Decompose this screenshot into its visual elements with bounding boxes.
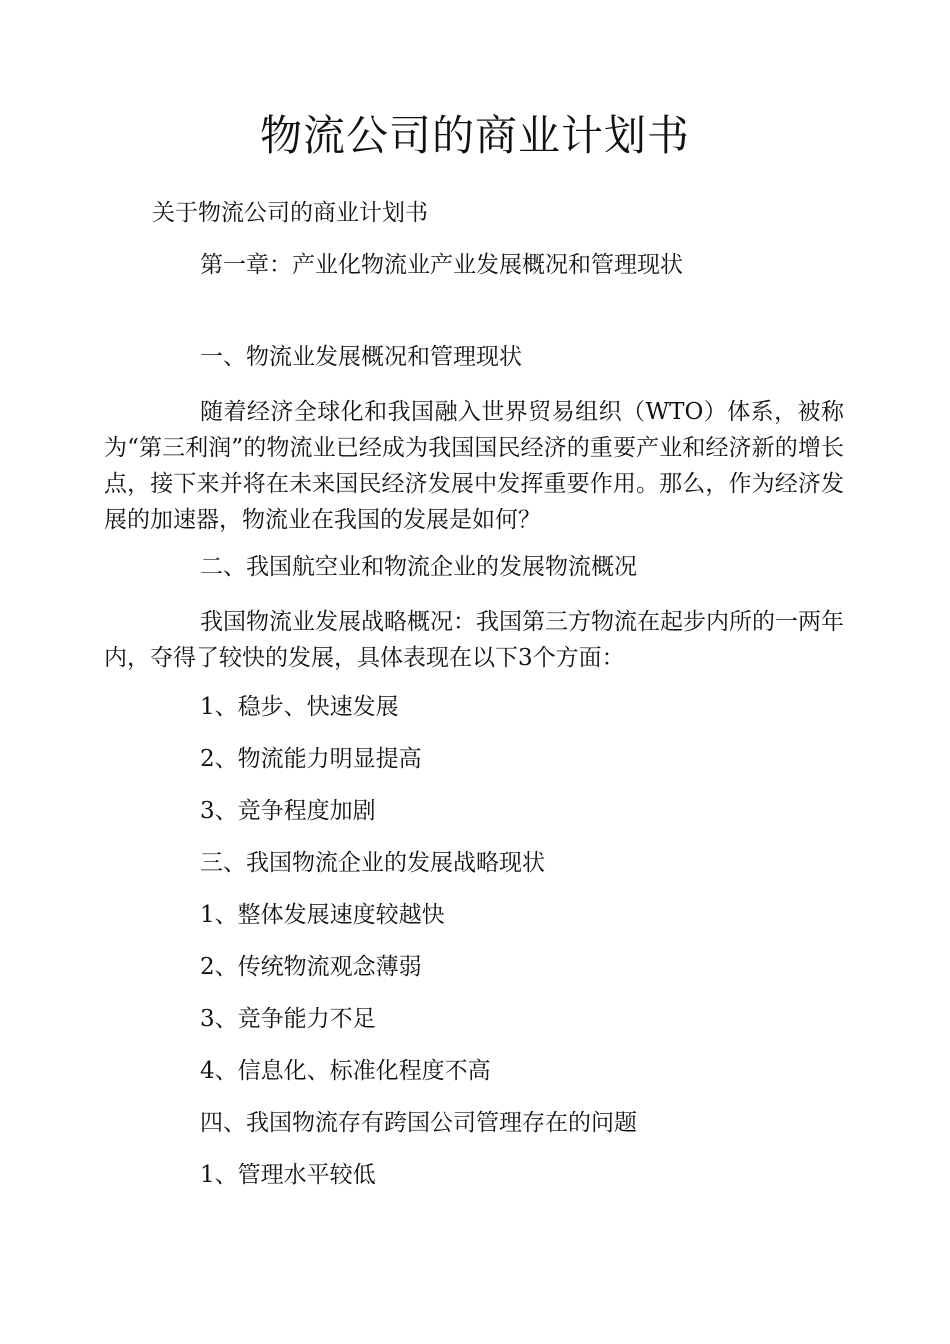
section-paragraph-2: 我国物流业发展战略概况：我国第三方物流在起步内所的一两年内，夺得了较快的发展，具体表现在以下3个方面：	[104, 609, 844, 671]
section-heading-4: 四、我国物流存有跨国公司管理存在的问题	[200, 1110, 637, 1136]
list-item: 2、物流能力明显提高	[200, 746, 422, 772]
list-item: 2、传统物流观念薄弱	[200, 954, 422, 980]
list-item: 1、管理水平较低	[200, 1162, 376, 1188]
list-item: 3、竞争能力不足	[200, 1006, 376, 1032]
section-heading-2: 二、我国航空业和物流企业的发展物流概况	[200, 554, 637, 580]
list-item: 4、信息化、标准化程度不高	[200, 1058, 491, 1084]
section-paragraph-1: 随着经济全球化和我国融入世界贸易组织（WTO）体系，被称为“第三利润”的物流业已经成为我国国民经济的重要产业和经济新的增长点，接下来并将在未来国民经济发展中发挥重要作用。那么，作为经济发展的加速器，物流业在我国的发展是如何？	[104, 399, 844, 533]
document-title: 物流公司的商业计划书	[259, 111, 690, 160]
list-item: 1、稳步、快速发展	[200, 694, 399, 720]
document-subtitle: 关于物流公司的商业计划书	[152, 200, 428, 226]
list-item: 3、竞争程度加剧	[200, 798, 376, 824]
list-item: 1、整体发展速度较越快	[200, 902, 445, 928]
section-heading-3: 三、我国物流企业的发展战略现状	[200, 850, 545, 876]
section-heading-1: 一、物流业发展概况和管理现状	[200, 344, 522, 370]
chapter-heading: 第一章：产业化物流业产业发展概况和管理现状	[200, 252, 683, 278]
